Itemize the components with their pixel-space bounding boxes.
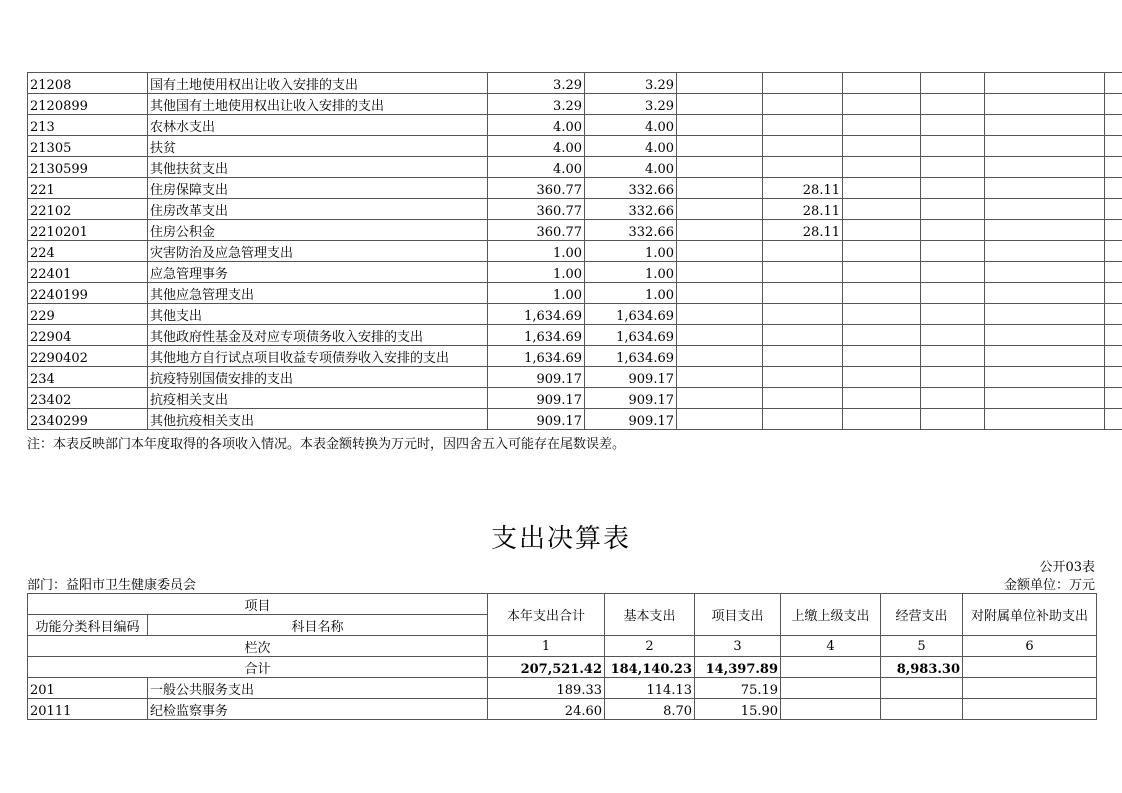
amount-cell xyxy=(677,262,763,283)
amount-cell xyxy=(677,346,763,367)
total-value: 184,140.23 xyxy=(605,657,695,678)
amount-cell: 3.29 xyxy=(488,94,585,115)
amount-cell: 1,634.69 xyxy=(488,304,585,325)
subject-name: 其他地方自行试点项目收益专项债券收入安排的支出 xyxy=(148,346,488,367)
amount-cell xyxy=(781,699,881,720)
amount-cell xyxy=(1105,367,1122,388)
amount-cell xyxy=(963,699,1097,720)
amount-cell: 15.90 xyxy=(695,699,781,720)
amount-cell: 909.17 xyxy=(488,367,585,388)
table-row xyxy=(28,199,1122,220)
amount-cell: 909.17 xyxy=(585,388,677,409)
amount-cell xyxy=(763,115,843,136)
total-value: 8,983.30 xyxy=(881,657,963,678)
table-row xyxy=(28,94,1122,115)
subject-code: 22102 xyxy=(28,199,148,220)
header-col-project: 项目支出 xyxy=(695,594,781,636)
amount-cell xyxy=(1105,178,1122,199)
table-row xyxy=(28,283,1122,304)
amount-cell xyxy=(1105,199,1122,220)
subject-name: 住房改革支出 xyxy=(148,199,488,220)
col-number: 4 xyxy=(781,636,881,657)
total-value xyxy=(963,657,1097,678)
subject-code: 2130599 xyxy=(28,157,148,178)
amount-cell xyxy=(985,199,1105,220)
subject-name: 抗疫特别国债安排的支出 xyxy=(148,367,488,388)
amount-cell: 360.77 xyxy=(488,199,585,220)
amount-cell xyxy=(843,367,921,388)
amount-cell: 1.00 xyxy=(585,262,677,283)
amount-cell xyxy=(985,241,1105,262)
table-row xyxy=(28,304,1122,325)
amount-cell xyxy=(881,678,963,699)
subject-name: 其他抗疫相关支出 xyxy=(148,409,488,430)
amount-cell: 24.60 xyxy=(488,699,605,720)
amount-cell xyxy=(763,388,843,409)
amount-cell xyxy=(677,136,763,157)
amount-cell xyxy=(843,262,921,283)
amount-cell: 4.00 xyxy=(585,115,677,136)
total-row xyxy=(28,657,1097,678)
subject-code: 22904 xyxy=(28,325,148,346)
subject-name: 纪检监察事务 xyxy=(148,699,488,720)
amount-cell xyxy=(985,388,1105,409)
amount-cell xyxy=(763,241,843,262)
amount-cell: 1.00 xyxy=(585,283,677,304)
amount-cell xyxy=(843,241,921,262)
amount-cell xyxy=(677,283,763,304)
total-label: 合计 xyxy=(28,657,488,678)
amount-cell xyxy=(985,157,1105,178)
amount-cell xyxy=(763,409,843,430)
subject-code: 201 xyxy=(28,678,148,699)
amount-cell: 28.11 xyxy=(763,178,843,199)
col-number: 2 xyxy=(605,636,695,657)
amount-cell: 28.11 xyxy=(763,199,843,220)
amount-unit-label: 金额单位：万元 xyxy=(1003,578,1095,593)
table-row xyxy=(28,388,1122,409)
amount-cell: 332.66 xyxy=(585,220,677,241)
amount-cell xyxy=(677,73,763,94)
subject-code: 221 xyxy=(28,178,148,199)
amount-cell: 332.66 xyxy=(585,178,677,199)
amount-cell xyxy=(763,262,843,283)
amount-cell xyxy=(963,678,1097,699)
amount-cell xyxy=(843,73,921,94)
amount-cell xyxy=(763,346,843,367)
subject-code: 2210201 xyxy=(28,220,148,241)
subject-name: 住房保障支出 xyxy=(148,178,488,199)
amount-cell: 114.13 xyxy=(605,678,695,699)
subject-code: 224 xyxy=(28,241,148,262)
amount-cell xyxy=(985,409,1105,430)
amount-cell: 1,634.69 xyxy=(585,325,677,346)
amount-cell xyxy=(843,157,921,178)
amount-cell xyxy=(677,241,763,262)
subject-code: 21208 xyxy=(28,73,148,94)
amount-cell: 360.77 xyxy=(488,178,585,199)
amount-cell xyxy=(985,262,1105,283)
col-number: 6 xyxy=(963,636,1097,657)
amount-cell xyxy=(763,283,843,304)
table-row xyxy=(28,178,1122,199)
amount-cell xyxy=(843,220,921,241)
amount-cell xyxy=(985,220,1105,241)
amount-cell xyxy=(881,699,963,720)
amount-cell xyxy=(921,388,985,409)
amount-cell xyxy=(921,199,985,220)
amount-cell xyxy=(763,325,843,346)
table-row xyxy=(28,241,1122,262)
amount-cell: 4.00 xyxy=(585,157,677,178)
subject-name: 农林水支出 xyxy=(148,115,488,136)
subject-name: 其他国有土地使用权出让收入安排的支出 xyxy=(148,94,488,115)
header-col-total: 本年支出合计 xyxy=(488,594,605,636)
amount-cell: 1.00 xyxy=(488,262,585,283)
amount-cell xyxy=(763,304,843,325)
table-row xyxy=(28,678,1097,699)
row-label: 栏次 xyxy=(28,636,488,657)
amount-cell xyxy=(843,388,921,409)
subject-code: 20111 xyxy=(28,699,148,720)
amount-cell xyxy=(677,157,763,178)
amount-cell xyxy=(1105,115,1122,136)
subject-code: 234 xyxy=(28,367,148,388)
table-row xyxy=(28,73,1122,94)
amount-cell: 3.29 xyxy=(488,73,585,94)
amount-cell xyxy=(1105,283,1122,304)
amount-cell: 4.00 xyxy=(488,157,585,178)
amount-cell xyxy=(985,304,1105,325)
total-value: 207,521.42 xyxy=(488,657,605,678)
amount-cell xyxy=(985,346,1105,367)
header-code: 功能分类科目编码 xyxy=(28,615,148,636)
amount-cell: 1.00 xyxy=(488,283,585,304)
subject-code: 22401 xyxy=(28,262,148,283)
amount-cell xyxy=(921,367,985,388)
subject-name: 扶贫 xyxy=(148,136,488,157)
amount-cell xyxy=(763,136,843,157)
amount-cell xyxy=(1105,262,1122,283)
amount-cell xyxy=(843,409,921,430)
amount-cell xyxy=(1105,220,1122,241)
amount-cell xyxy=(1105,346,1122,367)
amount-cell xyxy=(843,346,921,367)
header-row-1 xyxy=(28,594,1097,615)
amount-cell: 909.17 xyxy=(585,367,677,388)
amount-cell xyxy=(677,304,763,325)
amount-cell: 909.17 xyxy=(488,388,585,409)
expenditure-table xyxy=(27,593,1097,720)
amount-cell xyxy=(677,115,763,136)
amount-cell xyxy=(843,283,921,304)
amount-cell xyxy=(1105,304,1122,325)
amount-cell xyxy=(1105,241,1122,262)
total-value xyxy=(781,657,881,678)
amount-cell: 4.00 xyxy=(488,136,585,157)
table-row xyxy=(28,325,1122,346)
amount-cell xyxy=(1105,325,1122,346)
amount-cell xyxy=(843,304,921,325)
table-row xyxy=(28,220,1122,241)
amount-cell: 189.33 xyxy=(488,678,605,699)
amount-cell xyxy=(843,199,921,220)
col-number: 1 xyxy=(488,636,605,657)
amount-cell xyxy=(985,115,1105,136)
column-number-row xyxy=(28,636,1097,657)
subject-name: 国有土地使用权出让收入安排的支出 xyxy=(148,73,488,94)
subject-name: 住房公积金 xyxy=(148,220,488,241)
amount-cell xyxy=(985,178,1105,199)
amount-cell xyxy=(677,220,763,241)
subject-name: 其他扶贫支出 xyxy=(148,157,488,178)
header-col-basic: 基本支出 xyxy=(605,594,695,636)
amount-cell xyxy=(985,94,1105,115)
subject-code: 213 xyxy=(28,115,148,136)
amount-cell: 28.11 xyxy=(763,220,843,241)
subject-name: 其他政府性基金及对应专项债务收入安排的支出 xyxy=(148,325,488,346)
amount-cell: 332.66 xyxy=(585,199,677,220)
amount-cell: 1,634.69 xyxy=(585,346,677,367)
amount-cell: 4.00 xyxy=(585,136,677,157)
amount-cell: 8.70 xyxy=(605,699,695,720)
top-data-table xyxy=(27,72,1122,430)
subject-name: 其他应急管理支出 xyxy=(148,283,488,304)
amount-cell xyxy=(985,325,1105,346)
amount-cell xyxy=(921,346,985,367)
amount-cell xyxy=(985,136,1105,157)
amount-cell xyxy=(1105,388,1122,409)
amount-cell xyxy=(781,678,881,699)
amount-cell: 3.29 xyxy=(585,94,677,115)
amount-cell: 4.00 xyxy=(488,115,585,136)
amount-cell xyxy=(985,73,1105,94)
amount-cell xyxy=(843,94,921,115)
amount-cell xyxy=(677,388,763,409)
table-note: 注：本表反映部门本年度取得的各项收入情况。本表金额转换为万元时，因四舍五入可能存在尾数误差。 xyxy=(27,437,626,452)
subject-name: 抗疫相关支出 xyxy=(148,388,488,409)
amount-cell: 360.77 xyxy=(488,220,585,241)
amount-cell: 1.00 xyxy=(585,241,677,262)
col-number: 3 xyxy=(695,636,781,657)
amount-cell xyxy=(763,94,843,115)
form-code: 公开03表 xyxy=(1039,560,1095,575)
amount-cell xyxy=(921,73,985,94)
header-name: 科目名称 xyxy=(148,615,488,636)
subject-code: 23402 xyxy=(28,388,148,409)
amount-cell xyxy=(921,262,985,283)
amount-cell xyxy=(1105,94,1122,115)
subject-code: 2120899 xyxy=(28,94,148,115)
header-col-subsidy: 对附属单位补助支出 xyxy=(963,594,1097,636)
amount-cell xyxy=(1105,409,1122,430)
amount-cell xyxy=(843,325,921,346)
amount-cell: 1,634.69 xyxy=(585,304,677,325)
subject-name: 灾害防治及应急管理支出 xyxy=(148,241,488,262)
table-row xyxy=(28,346,1122,367)
subject-code: 229 xyxy=(28,304,148,325)
amount-cell xyxy=(763,73,843,94)
amount-cell xyxy=(921,136,985,157)
page-title: 支出决算表 xyxy=(490,524,631,554)
amount-cell xyxy=(921,220,985,241)
total-value: 14,397.89 xyxy=(695,657,781,678)
amount-cell: 1.00 xyxy=(488,241,585,262)
amount-cell xyxy=(1105,157,1122,178)
amount-cell xyxy=(763,367,843,388)
amount-cell: 1,634.69 xyxy=(488,325,585,346)
subject-code: 2240199 xyxy=(28,283,148,304)
header-col-business: 经营支出 xyxy=(881,594,963,636)
table-row xyxy=(28,262,1122,283)
amount-cell xyxy=(843,178,921,199)
subject-code: 2290402 xyxy=(28,346,148,367)
amount-cell xyxy=(921,115,985,136)
amount-cell xyxy=(763,157,843,178)
department-label: 部门：益阳市卫生健康委员会 xyxy=(27,578,197,593)
table-row xyxy=(28,157,1122,178)
amount-cell: 909.17 xyxy=(488,409,585,430)
subject-code: 21305 xyxy=(28,136,148,157)
amount-cell xyxy=(677,325,763,346)
amount-cell xyxy=(921,94,985,115)
header-col-upper: 上缴上级支出 xyxy=(781,594,881,636)
subject-code: 2340299 xyxy=(28,409,148,430)
amount-cell: 3.29 xyxy=(585,73,677,94)
amount-cell xyxy=(677,94,763,115)
amount-cell: 909.17 xyxy=(585,409,677,430)
subject-name: 一般公共服务支出 xyxy=(148,678,488,699)
amount-cell xyxy=(921,157,985,178)
amount-cell xyxy=(1105,136,1122,157)
amount-cell xyxy=(677,178,763,199)
table-row xyxy=(28,115,1122,136)
amount-cell xyxy=(843,115,921,136)
amount-cell xyxy=(921,283,985,304)
amount-cell xyxy=(677,409,763,430)
amount-cell xyxy=(921,304,985,325)
amount-cell xyxy=(921,241,985,262)
table-row xyxy=(28,367,1122,388)
amount-cell: 75.19 xyxy=(695,678,781,699)
amount-cell xyxy=(921,178,985,199)
amount-cell xyxy=(677,367,763,388)
amount-cell xyxy=(677,199,763,220)
amount-cell xyxy=(985,367,1105,388)
amount-cell xyxy=(921,325,985,346)
amount-cell xyxy=(843,136,921,157)
header-item: 项目 xyxy=(28,594,488,615)
subject-name: 应急管理事务 xyxy=(148,262,488,283)
col-number: 5 xyxy=(881,636,963,657)
table-row xyxy=(28,136,1122,157)
amount-cell xyxy=(985,283,1105,304)
amount-cell xyxy=(1105,73,1122,94)
table-row xyxy=(28,699,1097,720)
table-row xyxy=(28,409,1122,430)
amount-cell: 1,634.69 xyxy=(488,346,585,367)
amount-cell xyxy=(921,409,985,430)
subject-name: 其他支出 xyxy=(148,304,488,325)
